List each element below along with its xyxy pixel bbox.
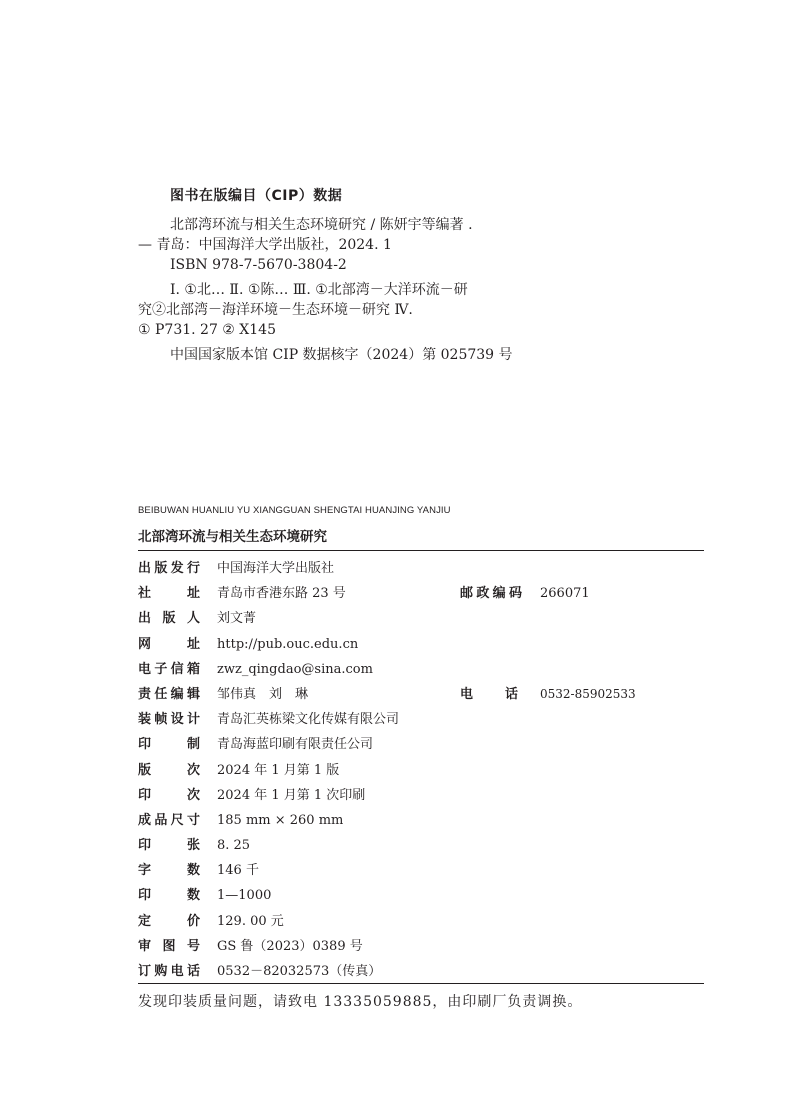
cip-line-classification-1: Ⅰ. ①北… Ⅱ. ①陈… Ⅲ. ①北部湾－大洋环流－研	[170, 282, 468, 298]
quality-notice: 发现印装质量问题，请致电 13335059885，由印刷厂负责调换。	[138, 994, 583, 1010]
info-value: 0532－82032573（传真）	[217, 964, 382, 979]
info-label: 字 数	[138, 863, 200, 879]
cip-line-classification-2: 究②北部湾－海洋环境－生态环境－研究 Ⅳ.	[138, 302, 413, 318]
info-value: 129. 00 元	[217, 913, 284, 929]
info-value: GS 鲁（2023）0389 号	[217, 938, 363, 954]
info-label: 出版发行	[138, 561, 200, 576]
pinyin-title: BEIBUWAN HUANLIU YU XIANGGUAN SHENGTAI HUANJING YANJIU	[138, 505, 451, 516]
info-value: 1—1000	[217, 888, 272, 904]
info-row-email	[138, 657, 704, 682]
info-label: 订购电话	[138, 964, 200, 979]
info-label: 电 话	[460, 686, 518, 702]
cip-line-record-number: 中国国家版本馆 CIP 数据核字（2024）第 025739 号	[170, 347, 513, 363]
cip-line-publisher: — 青岛：中国海洋大学出版社，2024. 1	[138, 237, 392, 253]
cip-line-title: 北部湾环流与相关生态环境研究 / 陈妍宇等编著 .	[170, 217, 473, 233]
info-value: 266071	[540, 586, 590, 602]
info-label: 印 制	[138, 737, 200, 753]
publication-info	[138, 556, 704, 984]
bottom-divider	[138, 983, 704, 984]
cip-block	[138, 185, 558, 365]
info-row-order-phone	[138, 959, 704, 984]
cip-title: 图书在版编目（CIP）数据	[170, 188, 343, 204]
info-value: http://pub.ouc.edu.cn	[217, 636, 359, 652]
info-row-sheets	[138, 833, 704, 858]
info-value: 刘文菁	[217, 611, 257, 627]
info-label: 电子信箱	[138, 661, 200, 677]
info-label: 社 址	[138, 586, 200, 602]
cip-line-isbn: ISBN 978-7-5670-3804-2	[170, 257, 347, 273]
info-label: 责任编辑	[138, 686, 200, 702]
info-value: 青岛汇英栋梁文化传媒有限公司	[217, 712, 400, 728]
info-value: 8. 25	[217, 838, 251, 854]
info-row-publisher	[138, 556, 704, 581]
info-label: 印 次	[138, 787, 200, 803]
info-row-printer	[138, 732, 704, 757]
cip-line-classification-3: ① P731. 27 ② X145	[138, 322, 276, 338]
info-label: 定 价	[138, 913, 200, 929]
info-label: 装帧设计	[138, 712, 200, 728]
info-value: 185 mm × 260 mm	[217, 812, 344, 828]
info-row-design	[138, 707, 704, 732]
info-value: 青岛海蓝印刷有限责任公司	[217, 737, 374, 753]
info-row-price	[138, 909, 704, 934]
info-row-website	[138, 632, 704, 657]
info-row-edition	[138, 758, 704, 783]
top-divider	[138, 550, 704, 551]
chinese-title: 北部湾环流与相关生态环境研究	[138, 529, 327, 545]
info-row-print-run	[138, 883, 704, 908]
info-row-editor	[138, 682, 704, 707]
info-label: 印 张	[138, 838, 200, 854]
info-row-words	[138, 858, 704, 883]
info-row-issuer	[138, 606, 704, 631]
info-value: 2024 年 1 月第 1 版	[217, 762, 340, 778]
info-label: 成品尺寸	[138, 812, 200, 828]
info-label: 印 数	[138, 888, 200, 904]
info-label: 邮政编码	[460, 586, 522, 602]
info-row-map-review	[138, 934, 704, 959]
info-row-printing	[138, 783, 704, 808]
info-value: zwz_qingdao@sina.com	[217, 661, 373, 677]
info-label: 审 图 号	[138, 938, 200, 954]
info-label: 版 次	[138, 762, 200, 778]
info-value: 中国海洋大学出版社	[217, 561, 335, 576]
info-row-size	[138, 808, 704, 833]
info-value: 邹伟真 刘 琳	[217, 686, 309, 702]
info-row-address	[138, 581, 704, 606]
info-value: 2024 年 1 月第 1 次印刷	[217, 787, 366, 803]
info-label: 出 版 人	[138, 611, 200, 627]
info-label: 网 址	[138, 636, 200, 652]
info-value: 0532-85902533	[540, 686, 636, 701]
info-value: 146 千	[217, 863, 259, 879]
info-value: 青岛市香港东路 23 号	[217, 586, 346, 602]
